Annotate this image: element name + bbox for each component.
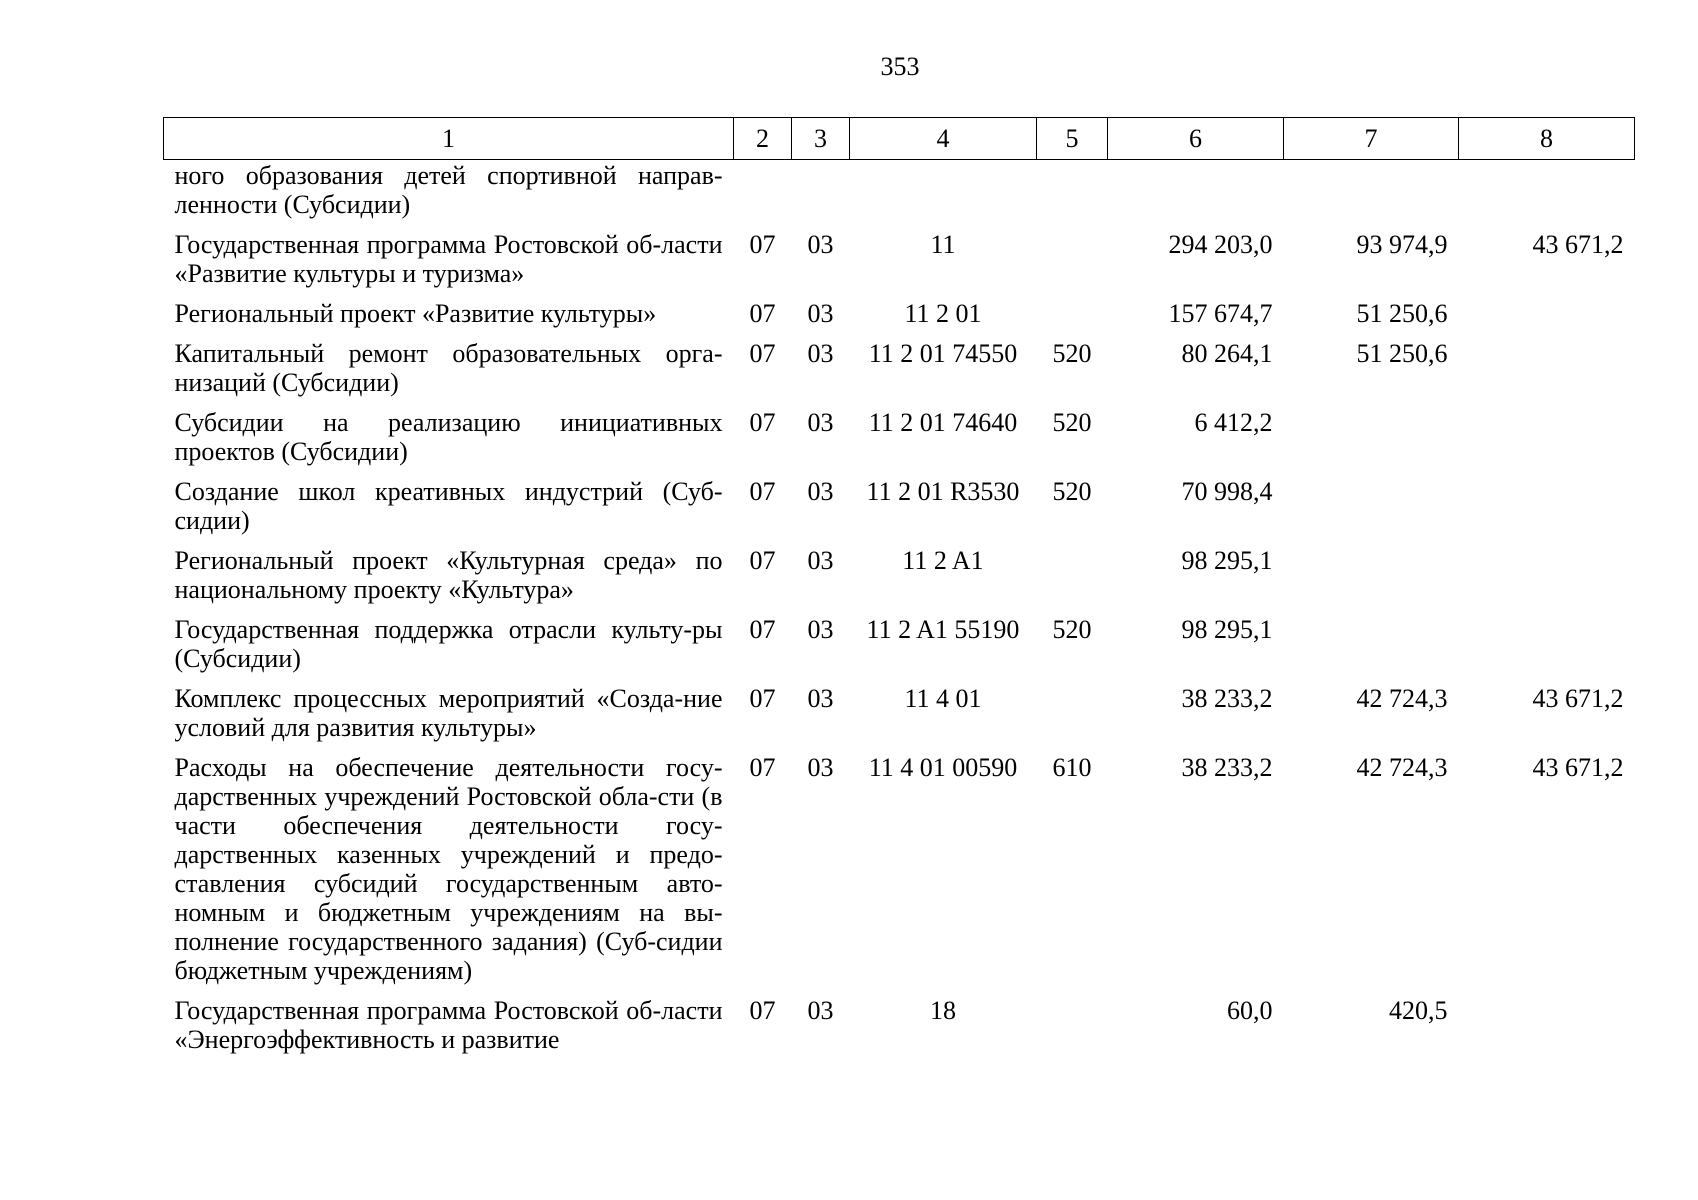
expense-type-code: 610 [1052, 753, 1092, 782]
subsection-code [792, 160, 850, 229]
subsection-code: 03 [807, 299, 834, 328]
amount-col7 [1284, 160, 1459, 229]
section-code: 07 [749, 299, 776, 328]
expense-type-code: 520 [1052, 477, 1092, 506]
amount-col8: 43 671,2 [1532, 753, 1624, 782]
amount-col8 [1459, 475, 1635, 544]
section-code: 07 [749, 339, 776, 368]
amount-col8 [1459, 406, 1635, 475]
amount-col7 [1284, 613, 1459, 682]
subsection-code: 03 [807, 477, 834, 506]
subsection-code: 03 [807, 408, 834, 437]
amount-col6: 80 264,1 [1181, 339, 1273, 368]
row-name: Создание школ креативных индустрий (Суб-сидии) [174, 477, 723, 535]
subsection-code: 03 [807, 546, 834, 575]
table-row [164, 994, 1635, 1063]
column-header: 8 [1459, 118, 1635, 160]
table-row [164, 613, 1635, 682]
row-name: Государственная программа Ростовской об-ласти «Развитие культуры и туризма» [174, 230, 723, 288]
amount-col8 [1459, 337, 1635, 406]
row-name: Государственная поддержка отрасли культу-ры (Субсидии) [174, 615, 723, 673]
amount-col7 [1284, 406, 1459, 475]
expense-type-code [1037, 544, 1108, 613]
amount-col7: 93 974,9 [1356, 230, 1448, 259]
table-body [164, 160, 1635, 1064]
amount-col6: 98 295,1 [1181, 615, 1273, 644]
row-name: ного образования детей спортивной направ-ленности (Субсидии) [174, 161, 723, 219]
amount-col8: 43 671,2 [1532, 684, 1624, 713]
expense-type-code: 520 [1052, 408, 1092, 437]
target-article-code [850, 160, 1037, 229]
table-row [164, 228, 1635, 297]
amount-col8 [1459, 297, 1635, 337]
amount-col6: 60,0 [1227, 996, 1273, 1025]
table-row [164, 406, 1635, 475]
target-article-code: 11 2 01 R3530 [866, 477, 1020, 506]
amount-col6: 98 295,1 [1181, 546, 1273, 575]
section-code: 07 [749, 408, 776, 437]
expense-type-code [1037, 297, 1108, 337]
amount-col7: 42 724,3 [1356, 684, 1448, 713]
table-row [164, 337, 1635, 406]
column-header: 7 [1284, 118, 1459, 160]
subsection-code: 03 [807, 996, 834, 1025]
amount-col7 [1284, 475, 1459, 544]
table-header-row [164, 118, 1635, 160]
amount-col6: 157 674,7 [1168, 299, 1273, 328]
section-code: 07 [749, 615, 776, 644]
target-article-code: 11 [930, 230, 956, 259]
amount-col8 [1459, 544, 1635, 613]
amount-col6: 6 412,2 [1194, 408, 1273, 437]
page-number: 353 [880, 52, 920, 81]
row-name: Субсидии на реализацию инициативных проектов (Субсидии) [174, 408, 723, 466]
amount-col8: 43 671,2 [1532, 230, 1624, 259]
row-name: Региональный проект «Культурная среда» по национальному проекту «Культура» [174, 546, 723, 604]
table-row [164, 751, 1635, 994]
amount-col7 [1284, 544, 1459, 613]
table-row [164, 682, 1635, 751]
subsection-code: 03 [807, 339, 834, 368]
row-name: Расходы на обеспечение деятельности госу-дарственных учреждений Ростовской обла-сти (в части обеспечения деятельности госу-дарственных казенных учреждений и предо-ставления субсидий государственным авто-номным и бюджетным учреждениям на вы-полнение государственного задания) (Суб-сидии бюджетным учреждениям) [174, 753, 723, 985]
section-code: 07 [749, 477, 776, 506]
amount-col8 [1459, 994, 1635, 1063]
row-name: Государственная программа Ростовской об-ласти «Энергоэффективность и развитие [174, 996, 723, 1054]
table-row [164, 475, 1635, 544]
amount-col8 [1459, 613, 1635, 682]
expense-type-code: 520 [1052, 339, 1092, 368]
column-header: 1 [164, 118, 734, 160]
subsection-code: 03 [807, 615, 834, 644]
section-code [734, 160, 792, 229]
amount-col7: 42 724,3 [1356, 753, 1448, 782]
amount-col7: 51 250,6 [1356, 299, 1448, 328]
section-code: 07 [749, 996, 776, 1025]
expense-type-code [1037, 228, 1108, 297]
row-name: Комплекс процессных мероприятий «Созда-ние условий для развития культуры» [174, 684, 723, 742]
amount-col6: 38 233,2 [1181, 753, 1273, 782]
amount-col6 [1108, 160, 1284, 229]
column-header: 6 [1108, 118, 1284, 160]
table-row [164, 160, 1635, 229]
subsection-code: 03 [807, 684, 834, 713]
budget-table [163, 117, 1635, 1063]
target-article-code: 11 2 01 [904, 299, 982, 328]
column-header: 4 [850, 118, 1037, 160]
amount-col6: 38 233,2 [1181, 684, 1273, 713]
section-code: 07 [749, 753, 776, 782]
target-article-code: 11 2 A1 55190 [866, 615, 1020, 644]
table-row [164, 544, 1635, 613]
amount-col6: 294 203,0 [1168, 230, 1273, 259]
expense-type-code: 520 [1052, 615, 1092, 644]
section-code: 07 [749, 684, 776, 713]
target-article-code: 11 2 01 74550 [868, 339, 1018, 368]
section-code: 07 [749, 230, 776, 259]
target-article-code: 11 4 01 00590 [868, 753, 1018, 782]
column-header: 2 [734, 118, 792, 160]
subsection-code: 03 [807, 230, 834, 259]
column-header: 5 [1037, 118, 1108, 160]
amount-col7: 51 250,6 [1356, 339, 1448, 368]
row-name: Капитальный ремонт образовательных орга-низаций (Субсидии) [174, 339, 723, 397]
target-article-code: 11 2 A1 [902, 546, 984, 575]
target-article-code: 18 [930, 996, 956, 1025]
target-article-code: 11 4 01 [904, 684, 982, 713]
amount-col7: 420,5 [1389, 996, 1448, 1025]
target-article-code: 11 2 01 74640 [868, 408, 1018, 437]
expense-type-code [1037, 994, 1108, 1063]
column-header: 3 [792, 118, 850, 160]
amount-col6: 70 998,4 [1181, 477, 1273, 506]
expense-type-code [1037, 682, 1108, 751]
subsection-code: 03 [807, 753, 834, 782]
amount-col8 [1459, 160, 1635, 229]
expense-type-code [1037, 160, 1108, 229]
section-code: 07 [749, 546, 776, 575]
row-name: Региональный проект «Развитие культуры» [174, 299, 657, 328]
table-row [164, 297, 1635, 337]
